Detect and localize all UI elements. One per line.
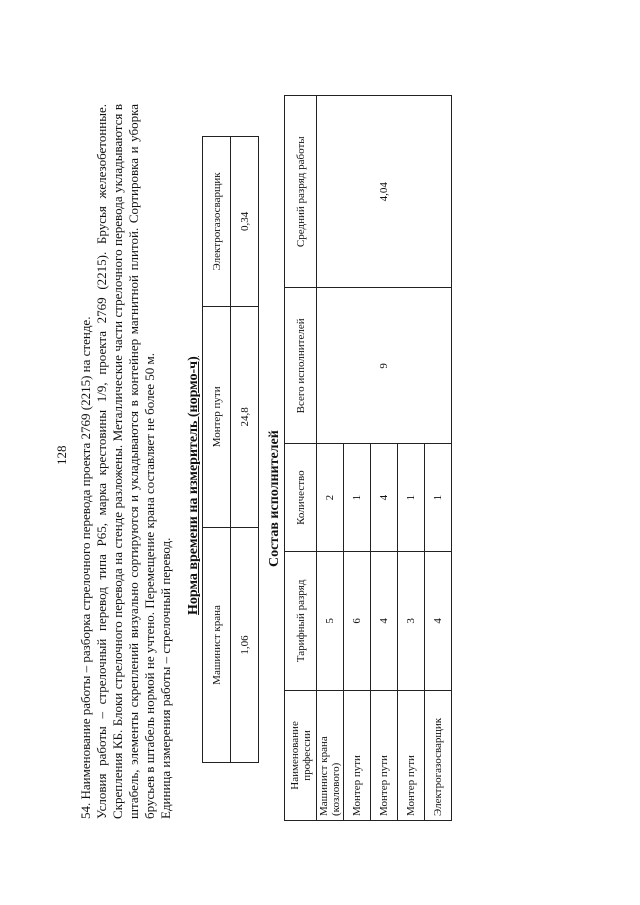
table-row [317,96,344,821]
crew-header-row [285,96,317,821]
crew-header-average-grade: Средний разряд работы [285,96,317,288]
crew-count: 1 [344,444,371,552]
crew-grade: 4 [371,551,398,690]
norm-table [202,136,259,763]
crew-profession: Машинист крана (козлового) [317,690,344,820]
crew-grade: 4 [425,551,452,690]
crew-profession: Электрогазосварщик [425,690,452,820]
crew-grade: 6 [344,551,371,690]
crew-profession: Монтер пути [371,690,398,820]
norm-value-row [231,137,259,763]
crew-profession: Монтер пути [398,690,425,820]
norm-header-crane-operator: Машинист крана [203,527,231,762]
work-name: 54. Наименование работы – разборка стрелочного перевода проекта 2769 (2215) на стенде. [78,316,93,819]
crew-count: 1 [398,444,425,552]
crew-header-profession: Наименование профессии [285,690,317,820]
work-header [78,104,94,819]
norm-value-crane-operator: 1,06 [231,527,259,762]
crew-header-total: Всего исполнителей [285,288,317,444]
norm-header-row [203,137,231,763]
crew-total-workers: 9 [317,288,452,444]
norm-header-track-fitter: Монтер пути [203,306,231,527]
work-details: Скрепления КБ. Блоки стрелочного перевода на стенде разложены. Металлические части стрелочного перевода укладываются в штабель, элементы скреплений визуально сортируются и укладываются в контейнер магнитной плитой. Сортировка и уборка брусьев в штабель нормой не учтено. Перемещение крана составляет не более 50 м. [110,104,157,819]
page-number: 128 [54,445,69,465]
work-conditions-line: Условия работы – стрелочный перевод типа Р65, марка крестовины 1/9, проекта 2769 (2215). Брусья железобетонные. [94,104,109,819]
crew-count: 4 [371,444,398,552]
crew-header-grade: Тарифный разряд [285,551,317,690]
norm-header-welder: Электрогазосварщик [203,137,231,307]
norm-value-welder: 0,34 [231,137,259,307]
work-conditions [94,104,158,819]
crew-average-grade: 4,04 [317,96,452,288]
crew-table-title: Состав исполнителей [267,430,282,567]
crew-grade: 5 [317,551,344,690]
work-unit: Единица измерения работы – стрелочный перевод. [158,537,173,819]
crew-count: 1 [425,444,452,552]
crew-header-count: Количество [285,444,317,552]
norm-value-track-fitter: 24,8 [231,306,259,527]
crew-table [284,95,452,821]
crew-count: 2 [317,444,344,552]
crew-grade: 3 [398,551,425,690]
crew-profession: Монтер пути [344,690,371,820]
norm-table-title: Норма времени на измеритель (нормо-ч) [186,356,201,615]
